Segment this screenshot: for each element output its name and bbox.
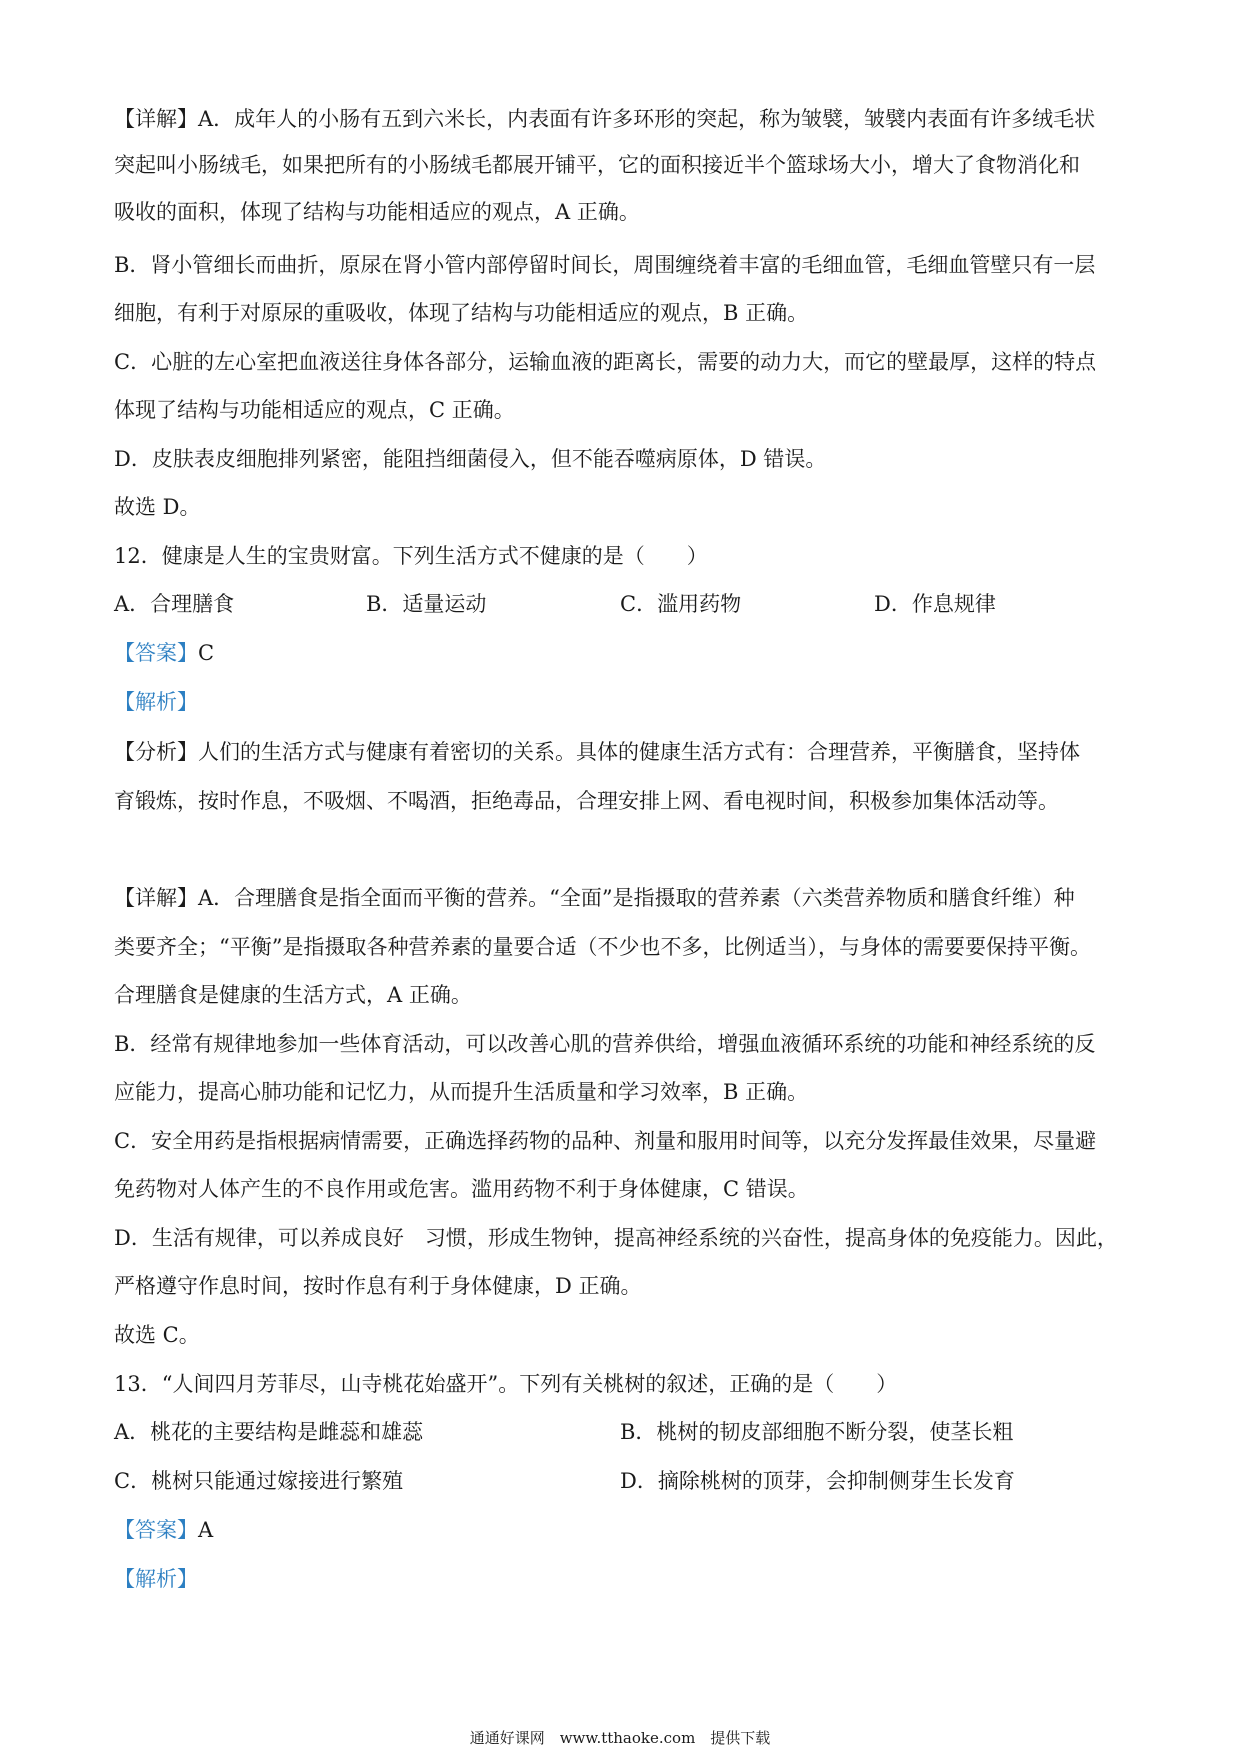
q12-option-c: C．滥用药物 — [620, 592, 742, 616]
q11-detail-line-6: C．心脏的左心室把血液送往身体各部分，运输血液的距离长，需要的动力大，而它的壁最厚，这样的特点 — [114, 350, 1097, 374]
q12-detail-line-9: 严格遵守作息时间，按时作息有利于身体健康，D 正确。 — [114, 1274, 642, 1298]
q11-detail-line-4: B．肾小管细长而曲折，原尿在肾小管内部停留时间长，周围缠绕着丰富的毛细血管，毛细血管壁只有一层 — [114, 253, 1096, 277]
q11-detail-line-2: 突起叫小肠绒毛，如果把所有的小肠绒毛都展开铺平，它的面积接近半个篮球场大小，增大了食物消化和 — [114, 153, 1080, 177]
q13-option-b: B．桃树的韧皮部细胞不断分裂，使茎长粗 — [620, 1420, 1014, 1444]
q12-option-b: B．适量运动 — [366, 592, 487, 616]
q12-option-a: A．合理膳食 — [114, 592, 235, 616]
q11-detail-line-8: D．皮肤表皮细胞排列紧密，能阻挡细菌侵入，但不能吞噬病原体，D 错误。 — [114, 447, 827, 471]
q12-analysis-line-2: 育锻炼，按时作息，不吸烟、不喝酒，拒绝毒品，合理安排上网、看电视时间，积极参加集体活动等。 — [114, 789, 1059, 813]
q12-detail-line-4: B．经常有规律地参加一些体育活动，可以改善心肌的营养供给，增强血液循环系统的功能和神经系统的反 — [114, 1032, 1096, 1056]
q12-option-d: D．作息规律 — [874, 592, 996, 616]
q13-stem: 13．“人间四月芳菲尽，山寺桃花始盛开”。下列有关桃树的叙述，正确的是（ ） — [114, 1372, 898, 1396]
q12-detail-line-5: 应能力，提高心肺功能和记忆力，从而提升生活质量和学习效率，B 正确。 — [114, 1080, 809, 1104]
q13-option-d: D．摘除桃树的顶芽，会抑制侧芽生长发育 — [620, 1469, 1015, 1493]
q13-analysis-tag — [114, 1564, 1134, 1594]
q13-option-c: C．桃树只能通过嫁接进行繁殖 — [114, 1469, 404, 1493]
q11-conclusion: 故选 D。 — [114, 495, 201, 519]
q12-analysis-tag — [114, 687, 1134, 717]
q12-detail-line-2: 类要齐全；“平衡”是指摄取各种营养素的量要合适（不少也不多，比例适当），与身体的需要要保持平衡。 — [114, 935, 1091, 959]
q12-conclusion: 故选 C。 — [114, 1323, 200, 1347]
q11-detail-line-3: 吸收的面积，体现了结构与功能相适应的观点，A 正确。 — [114, 200, 640, 224]
q12-stem: 12．健康是人生的宝贵财富。下列生活方式不健康的是（ ） — [114, 544, 708, 568]
q13-answer-value: A — [198, 1518, 214, 1542]
q12-detail-line-7: 免药物对人体产生的不良作用或危害。滥用药物不利于身体健康，C 错误。 — [114, 1177, 809, 1201]
q12-answer — [114, 638, 1134, 668]
page-footer: 通通好课网 www.tthaoke.com 提供下载 — [469, 1729, 771, 1747]
q13-answer — [114, 1515, 1134, 1545]
q12-answer-value: C — [198, 641, 215, 665]
q11-detail-line-1: 【详解】A．成年人的小肠有五到六米长，内表面有许多环形的突起，称为皱襞，皱襞内表面有许多绒毛状 — [114, 107, 1096, 131]
q12-detail-line-1: 【详解】A．合理膳食是指全面而平衡的营养。“全面”是指摄取的营养素（六类营养物质和膳食纤维）种 — [114, 886, 1075, 910]
q13-option-a: A．桃花的主要结构是雌蕊和雄蕊 — [114, 1420, 424, 1444]
q11-detail-line-7: 体现了结构与功能相适应的观点，C 正确。 — [114, 398, 515, 422]
answer-tag: 【答案】 — [114, 641, 198, 665]
q12-analysis-line-1: 【分析】人们的生活方式与健康有着密切的关系。具体的健康生活方式有：合理营养，平衡膳食，坚持体 — [114, 740, 1080, 764]
analysis-tag: 【解析】 — [114, 690, 198, 714]
q12-detail-line-3: 合理膳食是健康的生活方式，A 正确。 — [114, 983, 472, 1007]
q11-detail-line-5: 细胞，有利于对原尿的重吸收，体现了结构与功能相适应的观点，B 正确。 — [114, 301, 809, 325]
answer-tag: 【答案】 — [114, 1518, 198, 1542]
q12-detail-line-6: C．安全用药是指根据病情需要，正确选择药物的品种、剂量和服用时间等，以充分发挥最佳效果，尽量避 — [114, 1129, 1097, 1153]
q12-detail-line-8: D．生活有规律，可以养成良好 习惯，形成生物钟，提高神经系统的兴奋性，提高身体的免疫能力。因此， — [114, 1226, 1118, 1250]
analysis-tag: 【解析】 — [114, 1567, 198, 1591]
